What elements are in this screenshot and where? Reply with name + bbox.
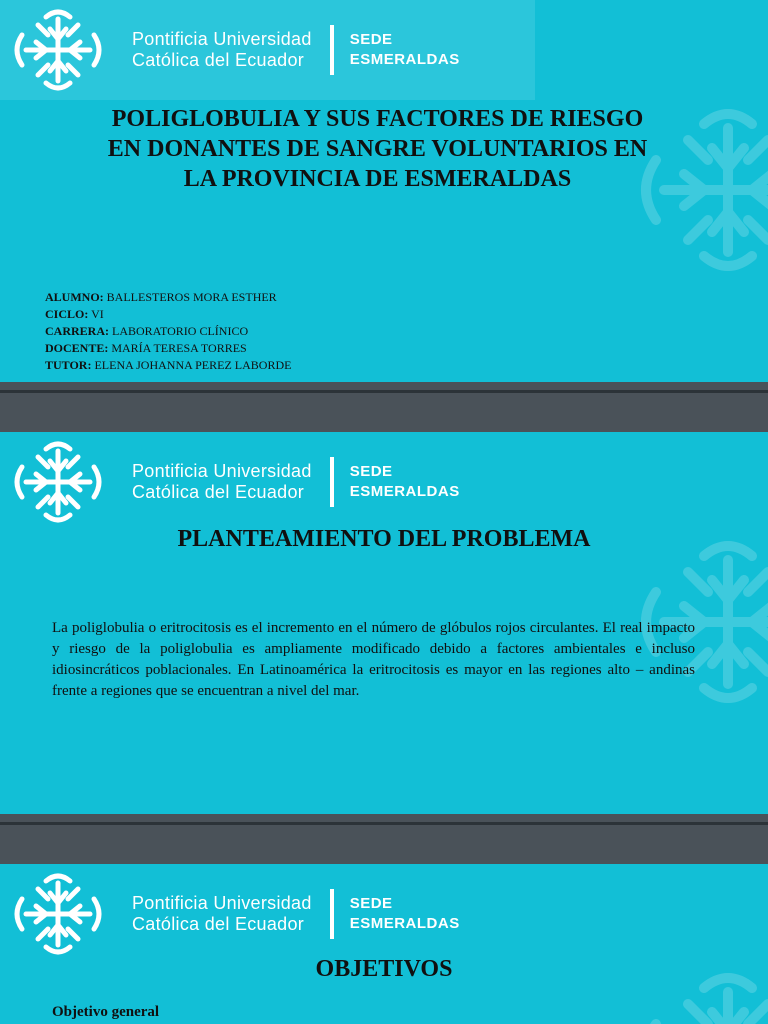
sede-line1: SEDE <box>349 895 393 912</box>
slide-title <box>0 0 768 382</box>
info-row-ciclo: CICLO: VI <box>45 307 104 321</box>
university-header <box>0 864 460 964</box>
header-divider <box>330 25 334 75</box>
university-name-line1: Pontificia Universidad <box>132 461 312 481</box>
objective-general-heading: Objetivo general <box>52 1004 160 1020</box>
university-name-line1: Pontificia Universidad <box>132 29 312 49</box>
sede-label <box>350 30 460 70</box>
cross-dove-logo-icon <box>8 437 108 527</box>
university-name-line2: Católica del Ecuador <box>132 914 305 934</box>
info-row-docente: DOCENTE: MARÍA TERESA TORRES <box>45 341 247 355</box>
author-info <box>45 289 291 374</box>
watermark-logo-icon <box>628 874 768 1024</box>
university-name <box>132 461 312 503</box>
university-name-line1: Pontificia Universidad <box>132 893 312 913</box>
header-divider <box>330 457 334 507</box>
info-row-alumno: ALUMNO: BALLESTEROS MORA ESTHER <box>45 290 277 304</box>
slide-separator <box>0 382 768 432</box>
sede-line2: ESMERALDAS <box>349 51 460 68</box>
sede-label <box>350 894 460 934</box>
university-name-line2: Católica del Ecuador <box>132 482 305 502</box>
slide-separator <box>0 814 768 864</box>
sede-line1: SEDE <box>349 463 393 480</box>
info-row-tutor: TUTOR: ELENA JOHANNA PEREZ LABORDE <box>45 358 292 372</box>
slide-heading: OBJETIVOS <box>315 956 453 982</box>
slide-problem <box>0 432 768 814</box>
problem-paragraph: La poliglobulia o eritrocitosis es el incremento en el número de glóbulos rojos circulantes. El real impacto y riesgo de la poliglobulia es ampliamente modificado debido a factores ambientales e incluso idiosincráticos poblacionales. En Latinoamérica la eritrocitosis es mayor en las regiones alto – andinas frente a regiones que se encuentran a nivel del mar. <box>52 620 695 699</box>
sede-line2: ESMERALDAS <box>349 915 460 932</box>
header-divider <box>330 889 334 939</box>
sede-label <box>350 462 460 502</box>
cross-dove-logo-icon <box>8 5 108 95</box>
cross-dove-logo-icon <box>8 869 108 959</box>
slide-objectives <box>0 864 768 1024</box>
sede-line2: ESMERALDAS <box>349 483 460 500</box>
info-row-carrera: CARRERA: LABORATORIO CLÍNICO <box>45 324 249 338</box>
university-name <box>132 29 312 71</box>
university-header <box>0 432 460 532</box>
presentation-title: POLIGLOBULIA Y SUS FACTORES DE RIESGO EN DONANTES DE SANGRE VOLUNTARIOS EN LA PROVINCIA DE ESMERALDAS <box>107 106 648 192</box>
university-header <box>0 0 535 100</box>
university-name <box>132 893 312 935</box>
university-name-line2: Católica del Ecuador <box>132 50 305 70</box>
slide-heading: PLANTEAMIENTO DEL PROBLEMA <box>177 526 591 552</box>
sede-line1: SEDE <box>349 31 393 48</box>
